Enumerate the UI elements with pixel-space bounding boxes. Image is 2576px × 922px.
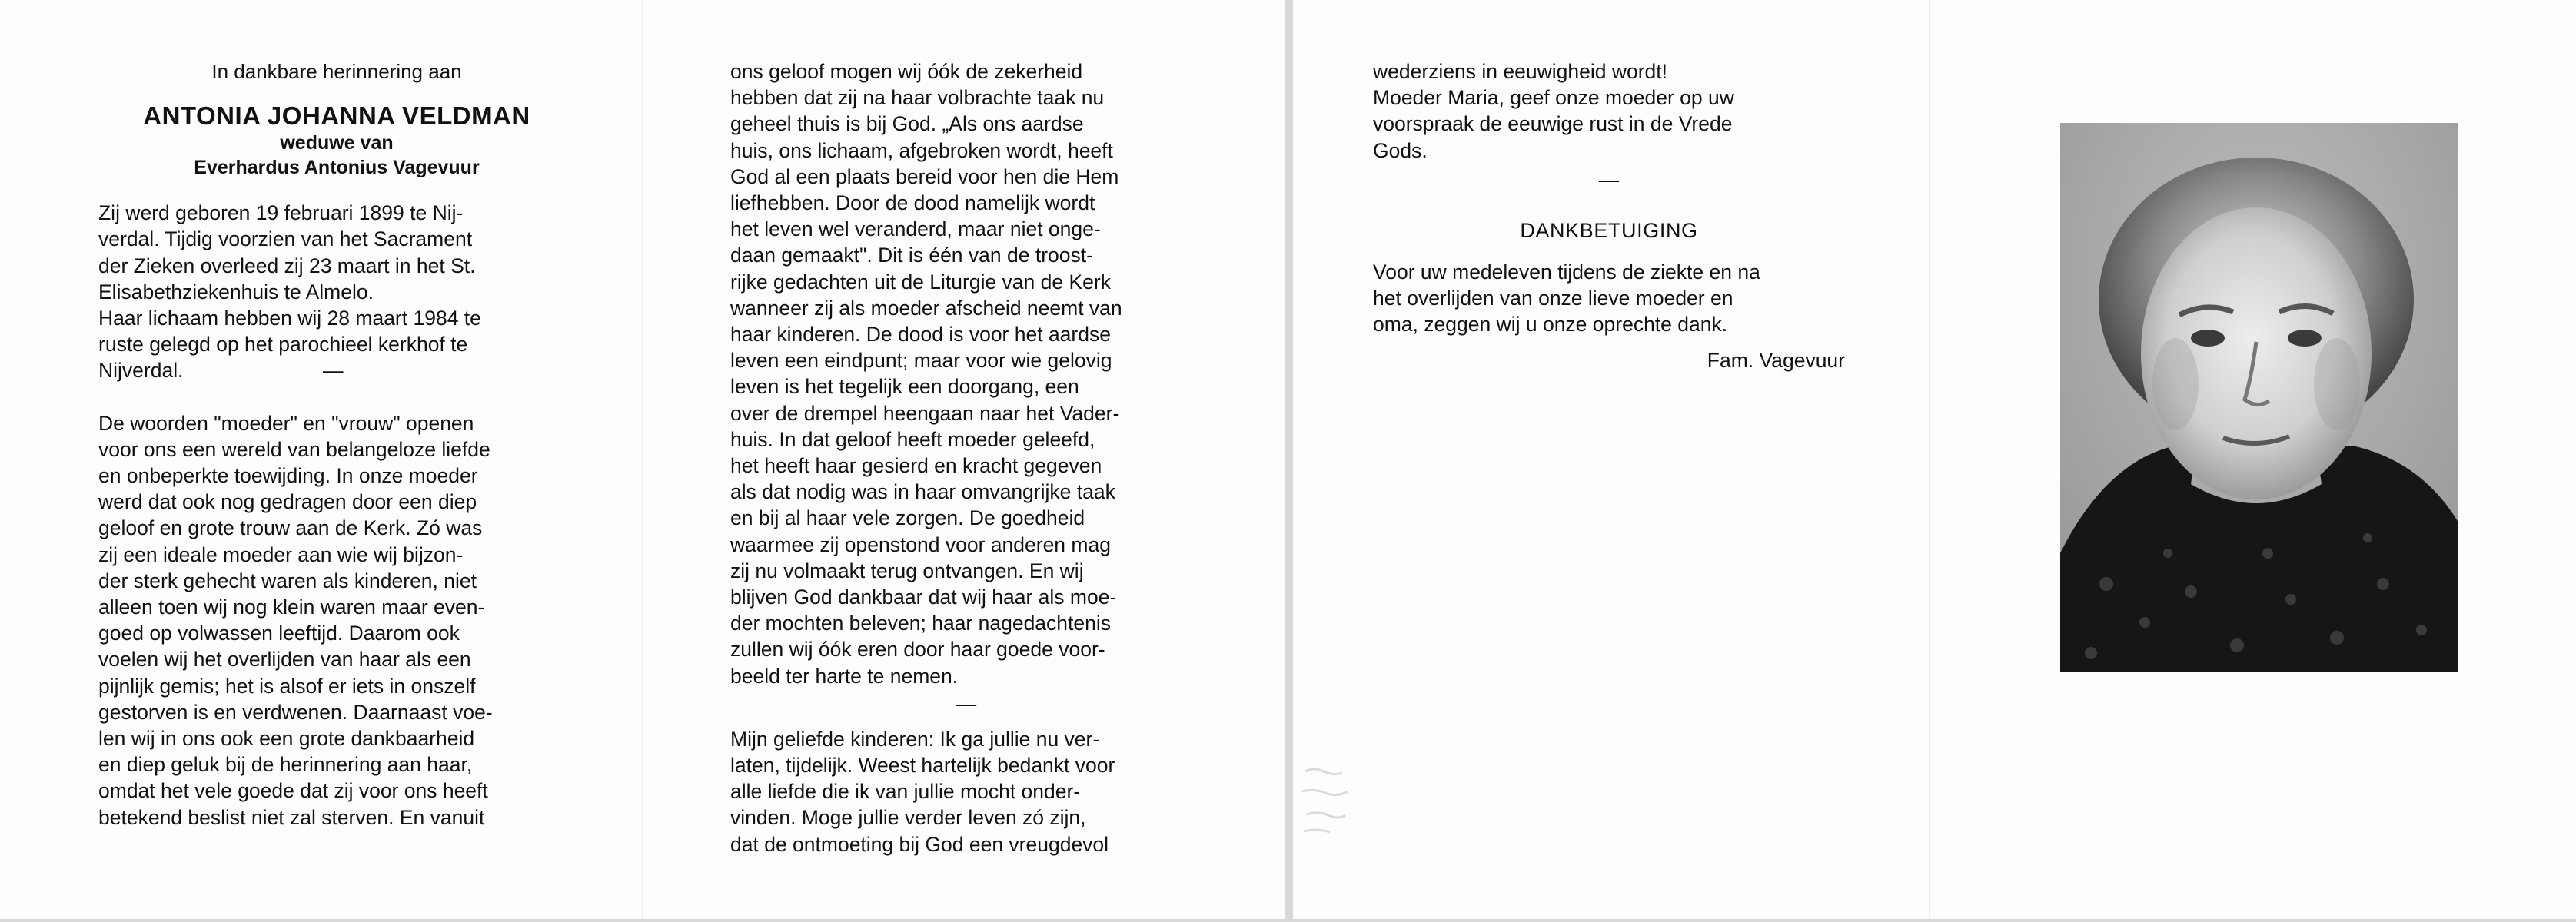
text-line: over de drempel heengaan naar het Vader- xyxy=(730,401,1120,425)
text-line: der sterk gehecht waren als kinderen, niet xyxy=(98,569,477,592)
text-line: en onbeperkte toewijding. In onze moeder xyxy=(98,464,478,488)
text-line: en bij al haar vele zorgen. De goedheid xyxy=(730,506,1085,530)
text-line: hebben dat zij na haar volbrachte taak nu xyxy=(730,86,1105,110)
text-line: haar kinderen. De dood is voor het aardse xyxy=(730,323,1111,347)
text-line: voelen wij het overlijden van haar als een xyxy=(98,648,471,672)
text-line: wederziens in eeuwigheid wordt! xyxy=(1373,60,1667,83)
fold-line xyxy=(1929,0,1930,919)
separator-dash: — xyxy=(1598,167,1620,191)
biography xyxy=(98,200,575,383)
text-line: huis, ons lichaam, afgebroken wordt, heeft xyxy=(730,138,1113,162)
text-line: Gods. xyxy=(1373,138,1428,162)
text-line: blijven God dankbaar dat wij haar als moe- xyxy=(730,585,1117,609)
text-line: geloof en grote trouw aan de Kerk. Zó was xyxy=(98,516,483,540)
text-line: ruste gelegd op het parochieel kerkhof te xyxy=(98,333,468,357)
text-line: goed op volwassen leeftijd. Daarom ook xyxy=(98,622,460,645)
text-line: leven een eindpunt; maar voor wie gelovig xyxy=(730,349,1112,373)
text-line: zij nu volmaakt terug ontvangen. En wij xyxy=(730,559,1084,582)
text-line: ons geloof mogen wij óók de zekerheid xyxy=(730,60,1083,83)
text-line: Mijn geliefde kinderen: Ik ga jullie nu ver- xyxy=(730,727,1100,751)
text-line: alleen toen wij nog klein waren maar even- xyxy=(98,595,485,619)
separator-dash: — xyxy=(323,359,344,383)
portrait-photo xyxy=(2060,123,2458,672)
panel-3 xyxy=(1373,58,1845,373)
intro-text: In dankbare herinnering aan xyxy=(211,60,462,83)
text-line: als dat nodig was in haar omvangrijke taak xyxy=(730,480,1115,504)
family-signature: Fam. Vagevuur xyxy=(1707,348,1845,372)
text-line: zij een ideale moeder aan wie wij bijzon- xyxy=(98,542,464,566)
text-line: Zij werd geboren 19 februari 1899 te Nij- xyxy=(98,201,464,225)
text-line: der Zieken overleed zij 23 maart in het St. xyxy=(98,254,476,277)
text-line: leven is het tegelijk een doorgang, een xyxy=(730,375,1079,399)
text-line: Elisabethziekenhuis te Almelo. xyxy=(98,280,374,303)
text-line: het overlijden van onze lieve moeder en xyxy=(1373,287,1733,310)
text-line: alle liefde die ik van jullie mocht onder- xyxy=(730,780,1081,804)
text-line: beeld ter harte te nemen. xyxy=(730,664,959,688)
text-line: het leven wel veranderd, maar niet onge- xyxy=(730,217,1101,241)
panel-2 xyxy=(730,58,1202,857)
text-line: betekend beslist niet zal sterven. En vanuit xyxy=(98,805,485,829)
fold-line xyxy=(642,0,643,919)
text-line: Nijverdal. xyxy=(98,359,184,383)
scan-smudge xyxy=(1299,761,1372,845)
separator-dash: — xyxy=(956,692,977,715)
text-line: omdat het vele goede dat zij voor ons heeft xyxy=(98,779,488,803)
relation-text: weduwe van xyxy=(280,132,394,154)
text-line: oma, zeggen wij u onze oprechte dank. xyxy=(1373,313,1728,337)
text-line: het heeft haar gesierd en kracht gegeven xyxy=(730,454,1102,478)
text-line: Haar lichaam hebben wij 28 maart 1984 te xyxy=(98,307,481,330)
text-line: rijke gedachten uit de Liturgie van de Kerk xyxy=(730,270,1111,294)
deceased-name: ANTONIA JOHANNA VELDMAN xyxy=(143,101,530,131)
text-line: werd dat ook nog gedragen door een diep xyxy=(98,490,477,514)
text-line: en diep geluk bij de herinnering aan haar, xyxy=(98,753,473,777)
text-line: God al een plaats bereid voor hen die Hem xyxy=(730,164,1119,188)
text-line: zullen wij óók eren door haar goede voor- xyxy=(730,638,1105,662)
text-line: gestorven is en verdwenen. Daarnaast voe- xyxy=(98,700,493,724)
text-line: Voor uw medeleven tijdens de ziekte en na xyxy=(1373,260,1760,284)
prayer-text xyxy=(1373,58,1845,164)
portrait-photo-image xyxy=(2060,123,2458,672)
text-line: len wij in ons ook een grote dankbaarheid xyxy=(98,727,475,751)
text-line: liefhebben. Door de dood namelijk wordt xyxy=(730,191,1095,215)
tribute-text-continued xyxy=(730,58,1202,689)
text-line: verdal. Tijdig voorzien van het Sacrament xyxy=(98,227,473,251)
text-line: waarmee zij openstond voor anderen mag xyxy=(730,532,1111,556)
text-line: laten, tijdelijk. Weest hartelijk bedankt voor xyxy=(730,754,1115,778)
text-line: wanneer zij als moeder afscheid neemt van xyxy=(730,296,1122,320)
text-line: Moeder Maria, geef onze moeder op uw xyxy=(1373,86,1734,110)
text-line: huis. In dat geloof heeft moeder geleefd, xyxy=(730,427,1095,451)
text-line: vinden. Moge jullie verder leven zó zijn, xyxy=(730,806,1086,830)
farewell-text xyxy=(730,726,1202,857)
text-line: der mochten beleven; haar nagedachtenis xyxy=(730,612,1112,635)
tribute-text xyxy=(98,410,575,831)
text-line: daan gemaakt". Dit is één van de troost- xyxy=(730,244,1093,267)
text-line: dat de ontmoeting bij God een vreugdevol xyxy=(730,832,1109,856)
text-line: De woorden "moeder" en "vrouw" openen xyxy=(98,411,474,435)
text-line: voorspraak de eeuwige rust in de Vrede xyxy=(1373,112,1733,136)
text-line: geheel thuis is bij God. „Als ons aardse xyxy=(730,112,1084,136)
thanks-heading: DANKBETUIGING xyxy=(1520,218,1698,242)
spouse-name: Everhardus Antonius Vagevuur xyxy=(194,157,480,179)
thanks-text xyxy=(1373,259,1845,338)
text-line: voor ons een wereld van belangeloze liefde xyxy=(98,437,490,461)
panel-1 xyxy=(98,58,575,831)
text-line: pijnlijk gemis; het is alsof er iets in onszelf xyxy=(98,674,476,698)
